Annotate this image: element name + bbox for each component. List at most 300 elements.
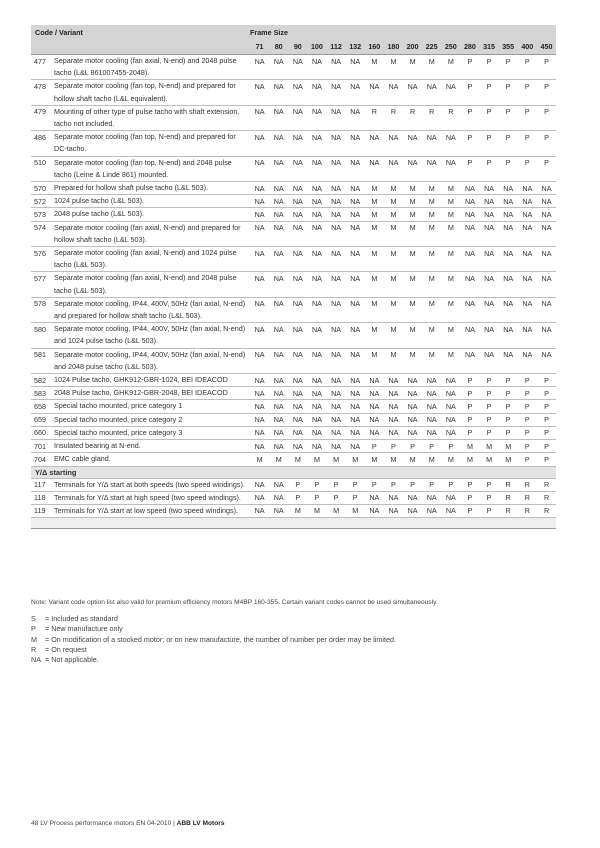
legend-text: = Included as standard [43,614,118,623]
availability-cell: NA [346,440,365,453]
availability-cell: NA [480,208,499,221]
availability-cell: NA [346,323,365,348]
frame-size-180: 180 [384,39,403,55]
table-row [31,221,556,246]
availability-cell: P [327,478,346,491]
availability-cell: NA [365,80,384,105]
availability-cell: M [422,221,441,246]
availability-cell: NA [307,80,326,105]
availability-cell: NA [441,413,460,426]
availability-cell: NA [422,491,441,504]
availability-cell: NA [537,323,556,348]
availability-cell: M [269,453,288,466]
availability-cell: NA [250,297,269,322]
availability-cell: NA [250,374,269,387]
availability-cell: NA [250,182,269,195]
availability-cell: P [499,413,518,426]
legend-key: M [31,634,37,644]
availability-cell: NA [460,297,479,322]
availability-cell: R [499,504,518,517]
availability-cell: M [384,453,403,466]
availability-cell: NA [327,182,346,195]
availability-cell: NA [499,182,518,195]
availability-cell: NA [346,426,365,439]
table-row [31,323,556,348]
legend-item [31,614,396,624]
availability-cell: NA [307,348,326,373]
table-row [31,426,556,439]
availability-cell: NA [460,247,479,272]
legend-key: NA [31,655,41,665]
table-row [31,348,556,373]
availability-cell: R [537,504,556,517]
availability-cell: P [499,387,518,400]
availability-cell: NA [250,105,269,130]
availability-cell: M [403,195,422,208]
availability-cell: M [346,453,365,466]
availability-cell: P [499,105,518,130]
availability-cell: NA [346,131,365,156]
availability-cell: NA [518,297,537,322]
availability-cell: NA [307,221,326,246]
availability-cell: NA [250,478,269,491]
availability-cell: P [327,491,346,504]
section-row [31,466,556,478]
variant-description: Special tacho mounted, price category 1 [50,400,250,413]
availability-cell: R [384,105,403,130]
availability-cell: M [327,453,346,466]
footer-brand: ABB LV Motors [176,820,225,827]
variant-code: 582 [31,374,50,387]
availability-cell: NA [250,195,269,208]
availability-cell: NA [288,55,307,80]
availability-cell: P [460,413,479,426]
availability-cell: NA [441,131,460,156]
availability-cell: NA [518,348,537,373]
availability-cell: P [460,387,479,400]
variant-code: 574 [31,221,50,246]
availability-cell: P [480,491,499,504]
availability-cell: NA [307,400,326,413]
frame-size-250: 250 [441,39,460,55]
availability-cell: NA [518,182,537,195]
availability-cell: P [499,374,518,387]
availability-cell: M [441,182,460,195]
availability-cell: P [480,400,499,413]
availability-cell: M [422,55,441,80]
availability-cell: NA [269,80,288,105]
availability-cell: NA [537,348,556,373]
availability-cell: NA [269,195,288,208]
availability-cell: NA [327,426,346,439]
variant-description: Terminals for Y/Δ start at both speeds (two speed windings). [50,478,250,491]
availability-cell: P [499,426,518,439]
table-row [31,182,556,195]
variant-code: 660 [31,426,50,439]
availability-cell: NA [480,297,499,322]
availability-cell: NA [403,387,422,400]
variant-code: 573 [31,208,50,221]
availability-cell: P [307,491,326,504]
table-row [31,387,556,400]
variant-code: 118 [31,491,50,504]
availability-cell: NA [403,156,422,181]
availability-cell: NA [327,374,346,387]
availability-cell: P [480,387,499,400]
availability-cell: NA [460,208,479,221]
table-row [31,247,556,272]
variant-table-container [31,25,556,529]
availability-cell: NA [480,348,499,373]
table-header-row [31,25,556,39]
table-body [31,55,556,529]
availability-cell: NA [422,131,441,156]
availability-cell: M [422,195,441,208]
availability-cell: NA [288,221,307,246]
availability-cell: R [499,478,518,491]
availability-cell: NA [441,80,460,105]
availability-cell: M [384,55,403,80]
availability-cell: NA [499,323,518,348]
availability-cell: NA [518,208,537,221]
availability-cell: M [384,221,403,246]
availability-cell: P [480,131,499,156]
variant-code: 704 [31,453,50,466]
legend [31,614,396,665]
availability-cell: NA [307,374,326,387]
availability-cell: M [384,247,403,272]
availability-cell: P [518,387,537,400]
availability-cell: NA [422,413,441,426]
availability-cell: P [460,80,479,105]
availability-cell: M [422,182,441,195]
variant-description: Special tacho mounted, price category 2 [50,413,250,426]
availability-cell: NA [518,221,537,246]
availability-cell: R [518,491,537,504]
table-row [31,413,556,426]
availability-cell: NA [499,247,518,272]
availability-cell: NA [403,426,422,439]
availability-cell: NA [327,247,346,272]
legend-text: = On request [43,644,87,654]
availability-cell: NA [307,272,326,297]
availability-cell: M [365,221,384,246]
availability-cell: NA [288,208,307,221]
availability-cell: NA [327,221,346,246]
availability-cell: P [518,105,537,130]
availability-cell: P [537,55,556,80]
availability-cell: P [518,413,537,426]
availability-cell: NA [288,272,307,297]
availability-cell: P [480,156,499,181]
availability-cell: NA [307,195,326,208]
availability-cell: NA [346,297,365,322]
variant-description: Mounting of other type of pulse tacho with shaft extension, tacho not included. [50,105,250,130]
availability-cell: NA [460,272,479,297]
availability-cell: M [403,55,422,80]
page-number: 48 [31,820,39,827]
availability-cell: NA [384,400,403,413]
availability-cell: NA [250,387,269,400]
availability-cell: M [403,323,422,348]
availability-cell: NA [537,182,556,195]
table-row [31,272,556,297]
variant-code: 701 [31,440,50,453]
variant-description: Separate motor cooling, IP44, 400V, 50Hz (fan axial, N-end) and 2048 pulse tacho (L&L 503). [50,348,250,373]
table-row [31,374,556,387]
availability-cell: NA [327,195,346,208]
availability-cell: NA [250,413,269,426]
availability-cell: M [250,453,269,466]
availability-cell: NA [288,400,307,413]
variant-code: 659 [31,413,50,426]
availability-cell: M [288,504,307,517]
availability-cell: NA [346,413,365,426]
variant-code: 658 [31,400,50,413]
availability-cell: NA [441,374,460,387]
availability-cell: NA [327,297,346,322]
availability-cell: NA [460,221,479,246]
availability-cell: NA [269,156,288,181]
availability-cell: NA [460,182,479,195]
availability-cell: R [403,105,422,130]
availability-cell: M [365,348,384,373]
availability-cell: NA [537,221,556,246]
availability-cell: NA [346,247,365,272]
availability-cell: P [460,491,479,504]
availability-cell: M [327,504,346,517]
availability-cell: M [384,323,403,348]
availability-cell: P [460,504,479,517]
availability-cell: NA [499,208,518,221]
variant-description: Separate motor cooling (fan top, N-end) and prepared for hollow shaft tacho (L&L equivalent). [50,80,250,105]
table-row [31,478,556,491]
availability-cell: NA [327,348,346,373]
availability-cell: NA [288,247,307,272]
availability-cell: P [422,478,441,491]
availability-cell: NA [365,387,384,400]
availability-cell: NA [403,131,422,156]
availability-cell: NA [403,80,422,105]
availability-cell: NA [327,80,346,105]
variant-description: Insulated bearing at N-end. [50,440,250,453]
availability-cell: P [365,440,384,453]
availability-cell: M [307,453,326,466]
availability-cell: NA [250,221,269,246]
availability-cell: NA [384,413,403,426]
variant-description: 2048 Pulse tacho, GHK912-GBR-2048, BEI IDEACOD [50,387,250,400]
spacer-cell [31,518,556,529]
availability-cell: M [365,272,384,297]
availability-cell: NA [327,413,346,426]
availability-cell: NA [250,426,269,439]
availability-cell: NA [288,156,307,181]
availability-cell: NA [269,105,288,130]
availability-cell: R [441,105,460,130]
availability-cell: P [441,440,460,453]
availability-cell: P [518,156,537,181]
availability-cell: P [537,131,556,156]
availability-cell: M [441,247,460,272]
availability-cell: NA [307,105,326,130]
availability-cell: NA [365,426,384,439]
legend-text: = On modification of a stocked motor; or on new manufacture, the number of number per order may be limited. [43,634,396,644]
availability-cell: M [422,247,441,272]
variant-description: Separate motor cooling, IP44, 400V, 50Hz (fan axial, N-end) and prepared for hollow shaft tacho (L&L 503). [50,297,250,322]
availability-cell: NA [365,156,384,181]
availability-cell: NA [365,400,384,413]
availability-cell: M [403,182,422,195]
availability-cell: M [422,323,441,348]
availability-cell: P [499,55,518,80]
availability-cell: NA [269,413,288,426]
availability-cell: NA [250,80,269,105]
availability-cell: NA [403,413,422,426]
variant-code: 119 [31,504,50,517]
availability-cell: NA [346,156,365,181]
availability-cell: M [365,453,384,466]
availability-cell: NA [518,247,537,272]
availability-cell: NA [269,272,288,297]
availability-cell: NA [422,374,441,387]
table-row [31,504,556,517]
availability-cell: M [403,221,422,246]
availability-cell: M [365,323,384,348]
availability-cell: P [460,478,479,491]
availability-cell: NA [250,156,269,181]
variant-description: Separate motor cooling (fan axial, N-end) and 2048 pulse tacho (L&L 503). [50,272,250,297]
variant-description: Prepared for hollow shaft pulse tacho (L&L 503). [50,182,250,195]
availability-cell: NA [269,374,288,387]
availability-cell: P [518,440,537,453]
variant-code: 577 [31,272,50,297]
availability-cell: P [537,440,556,453]
availability-cell: NA [441,491,460,504]
availability-cell: NA [288,426,307,439]
legend-item [31,635,396,645]
availability-cell: NA [346,374,365,387]
availability-cell: P [537,156,556,181]
availability-cell: P [499,131,518,156]
availability-cell: NA [346,221,365,246]
availability-cell: P [518,374,537,387]
availability-cell: NA [327,55,346,80]
legend-item [31,645,396,655]
availability-cell: NA [384,387,403,400]
availability-cell: M [441,208,460,221]
frame-size-100: 100 [307,39,326,55]
availability-cell: NA [288,105,307,130]
availability-cell: NA [365,504,384,517]
availability-cell: M [384,297,403,322]
variant-description: EMC cable gland. [50,453,250,466]
availability-cell: NA [269,208,288,221]
availability-cell: M [499,453,518,466]
availability-cell: NA [307,131,326,156]
availability-cell: NA [307,387,326,400]
availability-cell: NA [327,156,346,181]
availability-cell: NA [269,182,288,195]
availability-cell: NA [250,504,269,517]
frame-size-315: 315 [480,39,499,55]
section-title: Y/Δ starting [31,466,556,478]
availability-cell: M [441,453,460,466]
variant-description: 1024 Pulse tacho, GHK912-GBR-1024, BEI IDEACOD [50,374,250,387]
availability-cell: P [480,374,499,387]
frame-size-90: 90 [288,39,307,55]
legend-key: S [31,614,36,623]
availability-cell: NA [365,131,384,156]
availability-cell: NA [480,272,499,297]
availability-cell: R [365,105,384,130]
availability-cell: M [499,440,518,453]
availability-cell: NA [288,80,307,105]
table-row [31,491,556,504]
availability-cell: NA [365,491,384,504]
availability-cell: M [403,247,422,272]
legend-text: = Not applicable. [43,655,99,665]
variant-description: Separate motor cooling (fan axial, N-end) and 1024 pulse tacho (L&L 503). [50,247,250,272]
availability-cell: P [518,55,537,80]
availability-cell: NA [460,348,479,373]
variant-code: 478 [31,80,50,105]
availability-cell: NA [384,156,403,181]
variant-description: Separate motor cooling, IP44, 400V, 50Hz (fan axial, N-end) and 1024 pulse tacho (L&L 503). [50,323,250,348]
availability-cell: NA [269,491,288,504]
availability-cell: M [441,348,460,373]
variant-description: Separate motor cooling (fan axial, N-end) and prepared for hollow shaft tacho (L&L 503). [50,221,250,246]
table-row [31,297,556,322]
availability-cell: P [480,413,499,426]
availability-cell: M [384,182,403,195]
availability-cell: P [480,426,499,439]
table-row [31,208,556,221]
availability-cell: NA [422,504,441,517]
availability-cell: NA [499,195,518,208]
availability-cell: NA [327,272,346,297]
availability-cell: NA [518,323,537,348]
availability-cell: NA [307,413,326,426]
availability-cell: P [480,55,499,80]
availability-cell: NA [480,195,499,208]
availability-cell: M [403,453,422,466]
availability-cell: NA [422,156,441,181]
table-row [31,131,556,156]
availability-cell: NA [499,272,518,297]
availability-cell: NA [250,247,269,272]
availability-cell: M [460,453,479,466]
availability-cell: NA [518,272,537,297]
availability-cell: M [422,208,441,221]
availability-cell: M [403,348,422,373]
availability-cell: R [518,504,537,517]
availability-cell: NA [269,426,288,439]
availability-cell: P [537,413,556,426]
availability-cell: P [460,55,479,80]
availability-cell: P [537,374,556,387]
availability-cell: P [403,478,422,491]
variant-code: 580 [31,323,50,348]
availability-cell: NA [269,247,288,272]
availability-cell: R [537,491,556,504]
availability-cell: NA [422,400,441,413]
code-variant-header: Code / Variant [31,25,250,39]
availability-cell: M [384,195,403,208]
availability-cell: NA [307,208,326,221]
availability-cell: NA [307,323,326,348]
availability-cell: P [518,80,537,105]
variant-code: 581 [31,348,50,373]
